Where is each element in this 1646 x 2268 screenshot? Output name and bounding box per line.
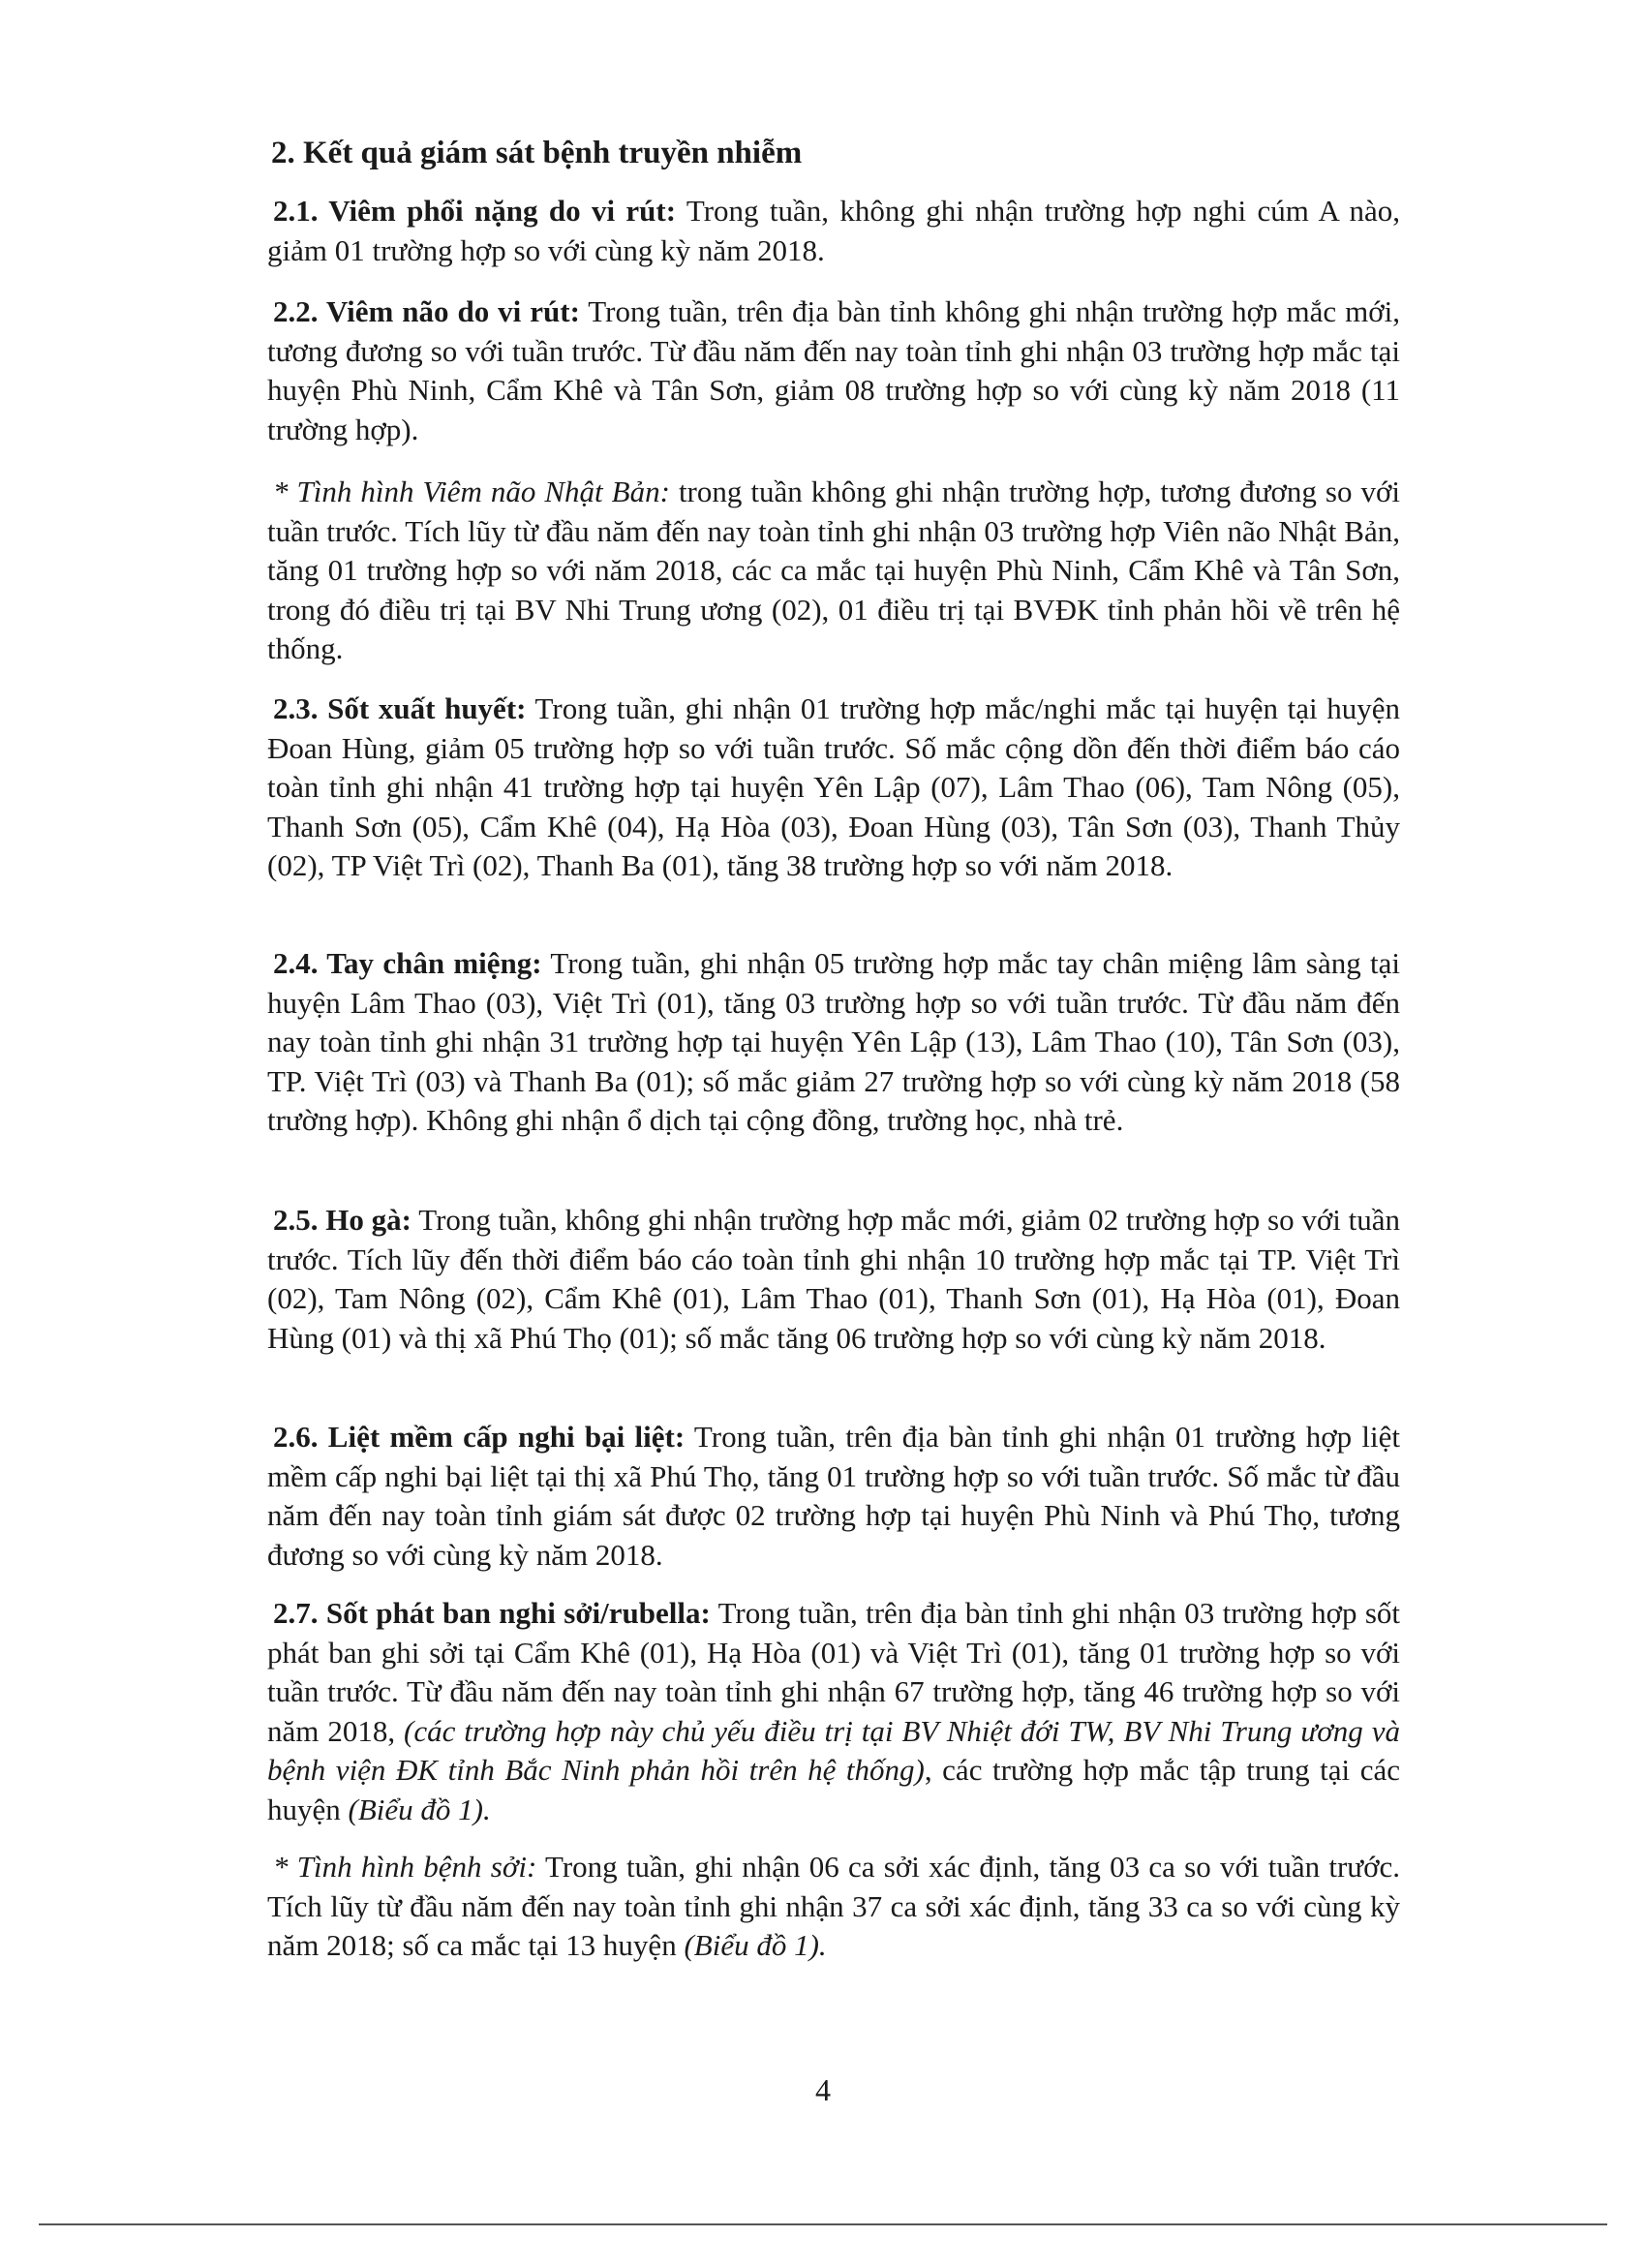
paragraph-note: (các trường hợp này chủ yếu điều trị tại BV Nhiệt đới TW, BV Nhi Trung ương và bệnh viện ĐK tỉnh Bắc Ninh phản hồi trên hệ thống) bbox=[267, 1713, 1400, 1787]
paragraph-body: trong tuần không ghi nhận trường hợp, tương đương so với tuần trước. Tích lũy từ đầu năm đến nay toàn tỉnh ghi nhận 03 trường hợp Viên não Nhật Bản, tăng 01 trường hợp so với năm 2018, các ca mắc tại huyện Phù Ninh, Cẩm Khê và Tân Sơn, trong đó điều trị tại BV Nhi Trung ương (02), 01 điều trị tại BVĐK tỉnh phản hồi về trên hệ thống. bbox=[267, 475, 1400, 665]
paragraph-body-tail: , các trường hợp mắc tập trung tại các huyện bbox=[267, 1753, 1400, 1826]
paragraph-title: 2.3. Sốt xuất huyết: bbox=[273, 691, 527, 725]
paragraph-2-4 bbox=[267, 944, 1400, 1141]
paragraph-title: * Tình hình Viêm não Nhật Bản: bbox=[273, 475, 670, 508]
paragraph-body: Trong tuần, trên địa bàn tỉnh không ghi nhận trường hợp mắc mới, tương đương so với tuần trước. Từ đầu năm đến nay toàn tỉnh ghi nhận 03 trường hợp mắc tại huyện Phù Ninh, Cẩm Khê và Tân Sơn, giảm 08 trường hợp so với cùng kỳ năm 2018 (11 trường hợp). bbox=[267, 294, 1400, 446]
paragraph-body: Trong tuần, trên địa bàn tỉnh ghi nhận 03 trường hợp sốt phát ban ghi sởi tại Cẩm Khê (01), Hạ Hòa (01) và Việt Trì (01), tăng 01 trường hợp so với tuần trước. Từ đầu năm đến nay toàn tỉnh ghi nhận 67 trường hợp, tăng 46 trường hợp so với năm 2018, bbox=[267, 1596, 1401, 1748]
paragraph-title: 2.1. Viêm phổi nặng do vi rút: bbox=[273, 194, 677, 228]
paragraph-body: Trong tuần, ghi nhận 06 ca sởi xác định, tăng 03 ca so với tuần trước. Tích lũy từ đầu năm đến nay toàn tỉnh ghi nhận 37 ca sởi xác định, tăng 33 ca so với cùng kỳ năm 2018; số ca mắc tại 13 huyện bbox=[267, 1850, 1400, 1962]
paragraph-title: 2.6. Liệt mềm cấp nghi bại liệt: bbox=[273, 1420, 686, 1454]
paragraph-body: Trong tuần, không ghi nhận trường hợp mắc mới, giảm 02 trường hợp so với tuần trước. Tích lũy đến thời điểm báo cáo toàn tỉnh ghi nhận 10 trường hợp mắc tại TP. Việt Trì (02), Tam Nông (02), Cẩm Khê (01), Lâm Thao (01), Thanh Sơn (01), Hạ Hòa (01), Đoan Hùng (01) và thị xã Phú Thọ (01); số mắc tăng 06 trường hợp so với cùng kỳ năm 2018. bbox=[267, 1203, 1401, 1355]
chart-reference: (Biểu đồ 1). bbox=[684, 1928, 827, 1962]
paragraph-body: Trong tuần, ghi nhận 05 trường hợp mắc tay chân miệng lâm sàng tại huyện Lâm Thao (03), Việt Trì (01), tăng 03 trường hợp so với tuần trước. Từ đầu năm đến nay toàn tỉnh ghi nhận 31 trường hợp tại huyện Yên Lập (13), Lâm Thao (10), Tân Sơn (03), TP. Việt Trì (03) và Thanh Ba (01); số mắc giảm 27 trường hợp so với cùng kỳ năm 2018 (58 trường hợp). Không ghi nhận ổ dịch tại cộng đồng, trường học, nhà trẻ. bbox=[267, 946, 1400, 1137]
paragraph-2-1 bbox=[267, 192, 1400, 270]
paragraph-title: 2.4. Tay chân miệng: bbox=[273, 946, 542, 980]
paragraph-2-7 bbox=[267, 1594, 1400, 1829]
paragraph-title: * Tình hình bệnh sởi: bbox=[273, 1850, 537, 1884]
paragraph-measles bbox=[267, 1848, 1400, 1966]
paragraph-japanese-encephalitis bbox=[267, 473, 1400, 669]
paragraph-title: 2.2. Viêm não do vi rút: bbox=[273, 294, 580, 328]
paragraph-body: Trong tuần, trên địa bàn tỉnh ghi nhận 01 trường hợp liệt mềm cấp nghi bại liệt tại thị xã Phú Thọ, tăng 01 trường hợp so với tuần trước. Số mắc từ đầu năm đến nay toàn tỉnh giám sát được 02 trường hợp tại huyện Phù Ninh và Phú Thọ, tương đương so với cùng kỳ năm 2018. bbox=[267, 1420, 1401, 1572]
paragraph-title: 2.7. Sốt phát ban nghi sởi/rubella: bbox=[273, 1596, 711, 1630]
chart-reference: (Biểu đồ 1). bbox=[348, 1792, 491, 1826]
section-heading: 2. Kết quả giám sát bệnh truyền nhiễm bbox=[271, 136, 803, 170]
footer-divider bbox=[39, 2223, 1607, 2225]
paragraph-body: Trong tuần, ghi nhận 01 trường hợp mắc/nghi mắc tại huyện tại huyện Đoan Hùng, giảm 05 trường hợp so với tuần trước. Số mắc cộng dồn đến thời điểm báo cáo toàn tỉnh ghi nhận 41 trường hợp tại huyện Yên Lập (07), Lâm Thao (06), Tam Nông (05), Thanh Sơn (05), Cẩm Khê (04), Hạ Hòa (03), Đoan Hùng (03), Tân Sơn (03), Thanh Thủy (02), TP Việt Trì (02), Thanh Ba (01), tăng 38 trường hợp so với năm 2018. bbox=[267, 691, 1401, 882]
paragraph-2-3 bbox=[267, 690, 1400, 886]
paragraph-2-5 bbox=[267, 1201, 1400, 1358]
paragraph-2-6 bbox=[267, 1418, 1400, 1575]
page-number: 4 bbox=[815, 2072, 831, 2107]
paragraph-body: Trong tuần, không ghi nhận trường hợp nghi cúm A nào, giảm 01 trường hợp so với cùng kỳ năm 2018. bbox=[267, 194, 1401, 267]
paragraph-title: 2.5. Ho gà: bbox=[273, 1203, 412, 1237]
paragraph-2-2 bbox=[267, 292, 1400, 449]
